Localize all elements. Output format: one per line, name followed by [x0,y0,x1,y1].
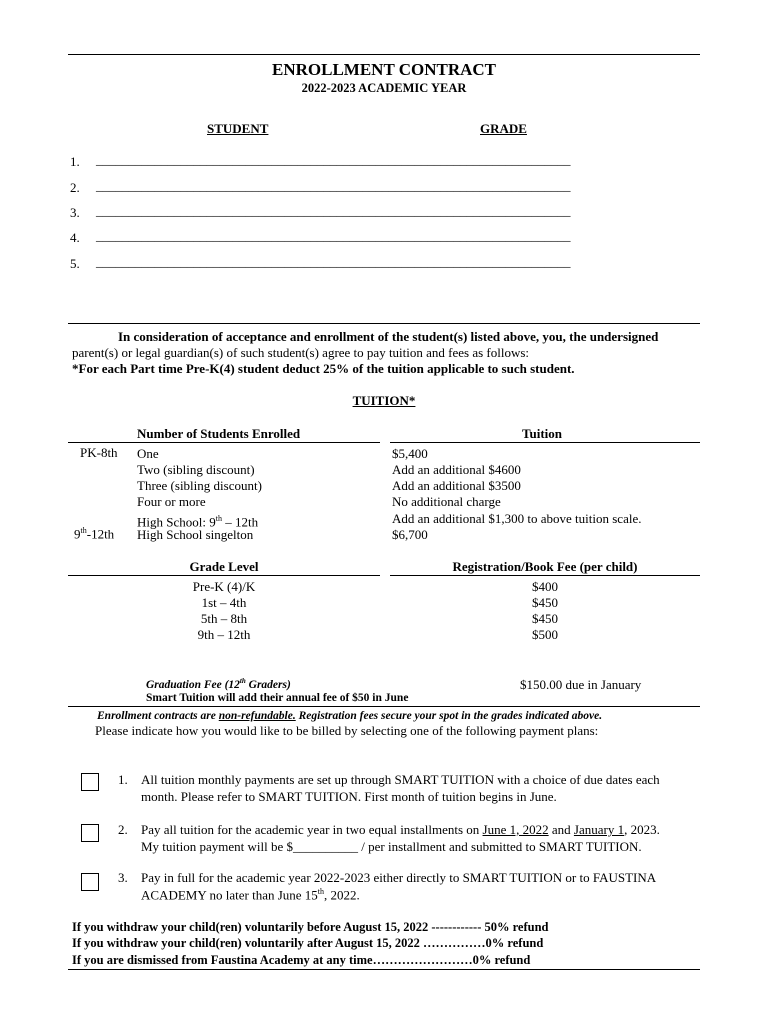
students-row: Two (sibling discount) [137,462,255,477]
plan-2-line-2: My tuition payment will be $__________ / per installment and submitted to SMART TUITION. [141,839,642,854]
graduation-fee-amount: $150.00 due in January [520,677,642,692]
tuition-amount: Add an additional $1,300 to above tuition scale. [392,511,642,526]
grade-column-label: GRADE [480,121,527,136]
student-column-label: STUDENT [207,121,269,136]
intro-line-2: parent(s) or legal guardian(s) of such student(s) agree to pay tuition and fees as follows: [72,345,530,360]
nonrefund-part1: Enrollment contracts are [97,710,219,722]
fee-amount: $450 [532,595,558,610]
plan-1-line-2: month. Please refer to SMART TUITION. First month of tuition begins in June. [141,789,557,804]
students-row: High School singelton [137,527,254,542]
fee-header-rule-right [390,575,700,576]
plan-2-text-b: and [548,822,574,837]
plan-3-line-2 [141,887,360,903]
tuition-heading: TUITION* [352,393,416,408]
group-hs-suffix: -12th [86,526,115,542]
plan-2-date-1: June 1, 2022 [482,822,549,837]
plan-2-text-c: , 2023. [624,822,660,837]
roster-line-3[interactable]: _________________________________________________________________________ [96,203,571,218]
group-pk8: PK-8th [80,445,118,460]
roster-line-2[interactable]: _________________________________________________________________________ [96,178,571,193]
intro-line-3: *For each Part time Pre-K(4) student deduct 25% of the tuition applicable to such student. [72,361,575,376]
roster-line-4[interactable]: _________________________________________________________________________ [96,228,571,243]
plan-3-number: 3. [118,870,128,885]
hs-students-text: High School: 9 [137,514,216,530]
grade-level: 1st – 4th [201,595,247,610]
page-title: ENROLLMENT CONTRACT [271,60,497,79]
fee-amount: $500 [532,627,558,642]
roster-number: 1. [70,154,80,169]
refund-policy-3: If you are dismissed from Faustina Academy at any time……………………0% refund [72,953,531,967]
graduation-fee-label [146,677,291,691]
nonrefund-part3: Registration fees secure your spot in the grades indicated above. [295,710,603,722]
students-column-header: Number of Students Enrolled [137,426,301,441]
plan-2-number: 2. [118,822,128,837]
students-row: Four or more [137,494,206,509]
grad-label-sup: th [239,677,246,685]
fee-column-header: Registration/Book Fee (per child) [452,559,638,574]
students-row: One [137,446,159,461]
tuition-amount: $5,400 [392,446,428,461]
billing-prompt: Please indicate how you would like to be billed by selecting one of the following payment plans: [95,723,599,738]
tuition-amount: No additional charge [392,494,501,509]
plan-2-line-1 [141,822,660,838]
plan-3-sup: th [317,887,325,896]
plan-1-checkbox[interactable] [81,773,99,791]
refund-policy-1: If you withdraw your child(ren) voluntarily before August 15, 2022 ------------ 50% refund [72,920,549,934]
plan-1-line-1: All tuition monthly payments are set up through SMART TUITION with a choice of due dates each [141,772,660,787]
roster-number: 3. [70,205,80,220]
plan-3-line-1: Pay in full for the academic year 2022-2023 either directly to SMART TUITION or to FAUSTINA [141,870,657,885]
roster-line-1[interactable]: _________________________________________________________________________ [96,152,571,167]
hs-students-sup: th [215,514,222,523]
grade-level-header: Grade Level [189,559,259,574]
plan-2-checkbox[interactable] [81,824,99,842]
nonrefund-part2: non-refundable. [218,710,296,722]
group-highschool [74,526,114,542]
refund-policy-2: If you withdraw your child(ren) voluntarily after August 15, 2022 ……………0% refund [72,936,544,950]
smart-tuition-note: Smart Tuition will add their annual fee of $50 in June [146,692,409,704]
grad-label-suffix: Graders) [245,678,291,691]
tuition-header-rule-right [390,442,700,443]
group-hs-prefix: 9 [74,526,81,542]
plan-3-text-a: ACADEMY no later than June 15 [141,887,318,903]
nonrefundable-note [97,710,602,722]
bottom-rule [68,969,700,970]
plan-3-text-b: , 2022. [324,887,360,903]
grade-level: 9th – 12th [197,627,251,642]
plan-3-checkbox[interactable] [81,873,99,891]
grade-level: 5th – 8th [200,611,248,626]
tuition-column-header: Tuition [522,426,562,441]
hs-students-suffix: – 12th [221,514,259,530]
intro-line-1: In consideration of acceptance and enrollment of the student(s) listed above, you, the undersigned [118,329,659,344]
grad-label-prefix: Graduation Fee (12 [146,678,240,691]
grade-level: Pre-K (4)/K [192,579,256,594]
plan-2-text-a: Pay all tuition for the academic year in two equal installments on [141,822,483,837]
page-subtitle: 2022-2023 ACADEMIC YEAR [301,81,467,95]
roster-number: 2. [70,180,80,195]
nonrefund-top-rule [68,706,700,707]
students-row: Three (sibling discount) [137,478,262,493]
fee-amount: $400 [532,579,558,594]
plan-1-number: 1. [118,772,128,787]
tuition-amount: Add an additional $4600 [392,462,521,477]
tuition-amount: Add an additional $3500 [392,478,521,493]
tuition-header-rule-left [68,442,380,443]
top-rule [68,54,700,55]
roster-line-5[interactable]: _________________________________________________________________________ [96,254,571,269]
fee-amount: $450 [532,611,558,626]
group-hs-sup: th [80,526,87,535]
roster-number: 5. [70,256,80,271]
plan-2-date-2: January 1 [573,822,625,837]
fee-header-rule-left [68,575,380,576]
tuition-amount: $6,700 [392,527,428,542]
roster-number: 4. [70,230,80,245]
section-rule [68,323,700,324]
